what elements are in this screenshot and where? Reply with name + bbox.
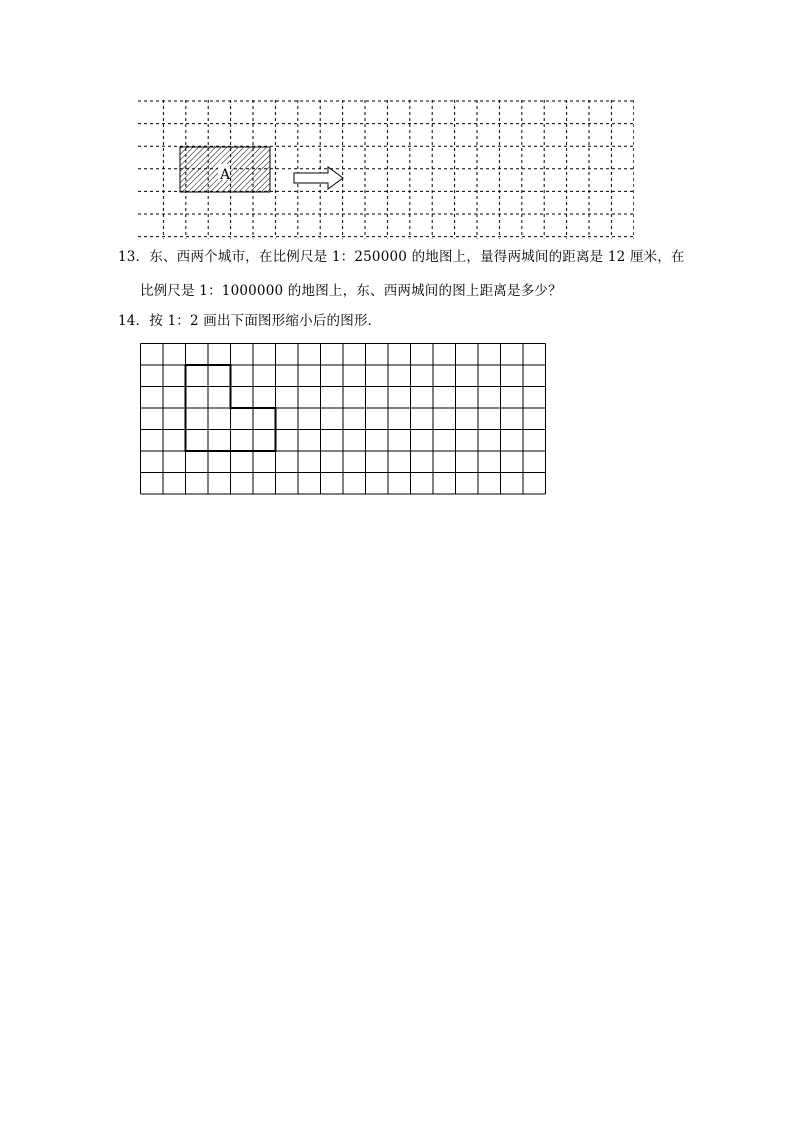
question-13-line-2: 比例尺是 1：1000000 的地图上，东、西两城间的图上距离是多少？ [140,283,562,299]
solid-grid-lines [141,344,546,495]
dashed-grid-figure [138,100,634,240]
right-arrow-icon [294,167,343,189]
shape-a-label: A [219,167,231,183]
question-14-line-1: 14．按 1：2 画出下面图形缩小后的图形． [118,313,382,329]
question-13-line-1: 13．东、西两个城市，在比例尺是 1：250000 的地图上，量得两城间的距离是 12 厘米，在 [118,249,685,265]
solid-grid-figure [140,343,548,497]
